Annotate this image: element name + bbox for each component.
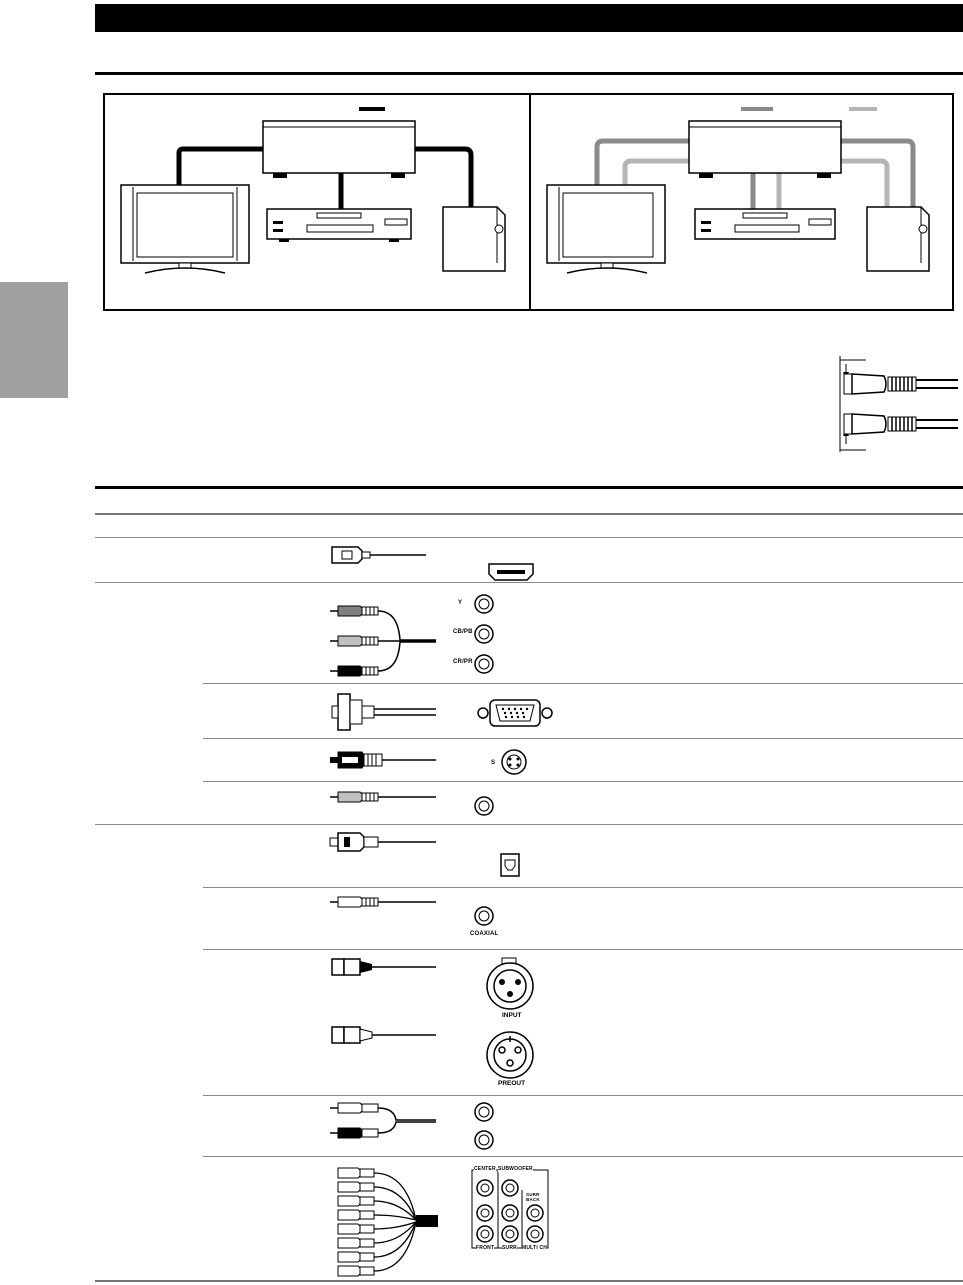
coaxial-plug-icon (328, 893, 438, 913)
vga-jack-icon (476, 698, 554, 728)
xlr-preout-label: PREOUT (498, 1080, 526, 1087)
xlr-input-label: INPUT (502, 1012, 522, 1019)
plug-insertion-illustration (826, 352, 960, 458)
multich-center-label: CENTER (474, 1166, 496, 1172)
sidebar-tab (0, 282, 68, 398)
multich-subwoofer-label: SUBWOOFER (498, 1166, 533, 1172)
row-rule-coax (203, 887, 963, 888)
hdmi-connection-diagram (105, 95, 529, 309)
row-rule-video (95, 582, 963, 583)
speaker-icon (867, 207, 929, 271)
hdmi-jack-icon (487, 562, 537, 582)
component-cr-label: CR/PR (453, 659, 473, 665)
tv-icon (547, 185, 665, 273)
svideo-jack-icon (500, 748, 528, 776)
multich-jack-panel-icon (470, 1166, 550, 1252)
row-rule-analog (203, 1095, 963, 1096)
player-icon (267, 209, 411, 242)
row-rule-xlr (203, 949, 963, 950)
connection-diagram (103, 93, 954, 311)
component-y-label: Y (458, 600, 463, 606)
row-rule-composite (203, 781, 963, 782)
rca-jack-icon (472, 794, 496, 818)
header-bar (95, 4, 963, 32)
component-cb-label: CB/PB (453, 629, 473, 635)
multich-surr-back-label: SURR BACK (526, 1192, 540, 1202)
multich-front-label: FRONT (476, 1245, 495, 1251)
speaker-icon (443, 207, 505, 271)
table-bottom-rule (95, 1280, 963, 1282)
rca-jack-icon (472, 594, 496, 676)
rca-jack-icon (472, 904, 496, 928)
xlr-female-icon (484, 956, 536, 1012)
stereo-cable-icon (328, 1100, 438, 1142)
multich-cable-icon (336, 1162, 440, 1280)
section-rule (95, 72, 963, 75)
table-title-rule (95, 486, 963, 489)
optical-plug-icon (328, 830, 438, 854)
rca-jack-pair-icon (472, 1102, 496, 1154)
svideo-label: S (491, 760, 496, 766)
analog-connection-diagram (531, 95, 952, 309)
vga-plug-icon (328, 692, 438, 732)
table-header-rule (95, 513, 963, 515)
composite-plug-icon (328, 788, 438, 808)
coaxial-label: COAXIAL (470, 931, 499, 937)
player-icon (695, 209, 835, 239)
optical-jack-icon (499, 852, 521, 878)
multich-title-label: MULTI CH (522, 1245, 548, 1251)
component-cable-icon (328, 600, 438, 682)
xlr-male-jack-icon (484, 1030, 536, 1080)
xlr-female-plug-icon (328, 1024, 438, 1046)
xlr-male-icon (328, 956, 438, 978)
tv-icon (121, 185, 249, 273)
svideo-plug-icon (328, 748, 438, 772)
receiver-icon (263, 121, 415, 178)
receiver-icon (689, 121, 841, 178)
multich-surr-label: SURR (502, 1245, 517, 1251)
row-rule-audio (95, 824, 963, 825)
hdmi-plug-icon (328, 543, 438, 567)
row-rule-vga (203, 683, 963, 684)
header-title (95, 10, 103, 26)
row-rule-multich (203, 1156, 963, 1157)
row-rule-svideo (203, 738, 963, 739)
row-rule-hdmi (95, 537, 963, 538)
